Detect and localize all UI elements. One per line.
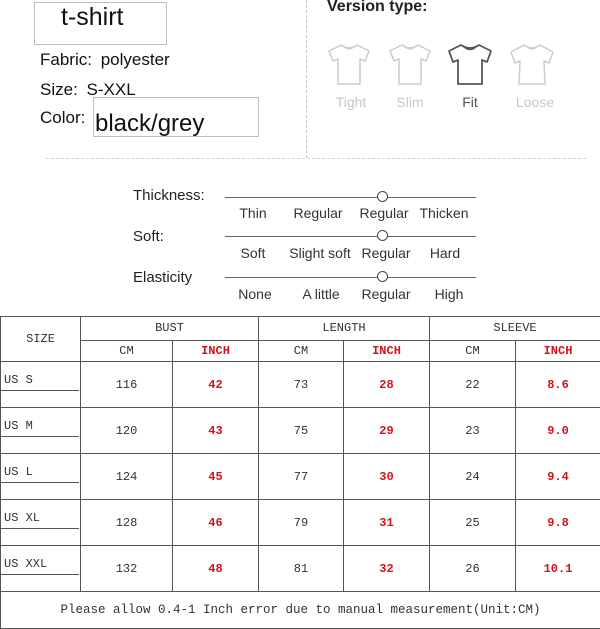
sleeve-inch-cell: 9.4 [516, 454, 600, 500]
bust-inch-cell: 48 [173, 546, 259, 592]
tshirt-slim-icon [387, 40, 433, 88]
sleeve-inch-cell: 9.0 [516, 408, 600, 454]
measurement-note: Please allow 0.4-1 Inch error due to manual measurement(Unit:CM) [1, 592, 600, 629]
bust-inch-header: INCH [173, 340, 259, 361]
version-option-slim: Slim [396, 94, 424, 110]
product-name-box [34, 2, 167, 45]
length-inch-cell: 28 [344, 361, 430, 407]
thickness-label: Thickness: [133, 187, 205, 204]
soft-scale-line [225, 236, 476, 237]
color-value-box [93, 97, 259, 137]
size-cell [1, 408, 81, 454]
sleeve-cm-cell: 25 [430, 500, 516, 546]
size-value: US S [4, 372, 33, 387]
version-title: Version type: [327, 0, 428, 15]
length-cm-cell: 79 [259, 500, 344, 546]
thickness-option-2: Regular [293, 205, 343, 221]
sleeve-cm-cell: 23 [430, 408, 516, 454]
sleeve-inch-cell: 8.6 [516, 361, 600, 407]
bust-cm-cell: 132 [81, 546, 173, 592]
size-chart-table [0, 316, 600, 629]
bust-cm-cell: 116 [81, 361, 173, 407]
length-cm-header: CM [259, 340, 344, 361]
size-cell [1, 361, 81, 407]
table-row [1, 408, 600, 454]
bust-header: BUST [81, 317, 259, 341]
thickness-scale-line [225, 197, 476, 198]
size-value: US L [4, 465, 33, 480]
fabric-info [40, 50, 170, 70]
table-footer-row [1, 592, 600, 629]
sleeve-cm-cell: 24 [430, 454, 516, 500]
length-cm-cell: 81 [259, 546, 344, 592]
length-inch-cell: 30 [344, 454, 430, 500]
elasticity-option-4: High [434, 286, 464, 302]
bust-cm-cell: 120 [81, 408, 173, 454]
color-value: black/grey [95, 110, 205, 137]
soft-option-2: Slight soft [289, 245, 351, 261]
bust-inch-cell: 42 [173, 361, 259, 407]
length-inch-cell: 32 [344, 546, 430, 592]
product-name: t-shirt [61, 3, 124, 31]
bust-cm-cell: 124 [81, 454, 173, 500]
size-cell [1, 546, 81, 592]
table-unit-header-row [1, 340, 600, 361]
horizontal-divider [46, 158, 586, 159]
size-label: Size: [40, 80, 78, 99]
sleeve-inch-cell: 9.8 [516, 500, 600, 546]
length-inch-header: INCH [344, 340, 430, 361]
thickness-option-3: Regular [359, 205, 409, 221]
vertical-divider [306, 0, 307, 158]
elasticity-option-3: Regular [361, 286, 411, 302]
sleeve-cm-header: CM [430, 340, 516, 361]
thickness-marker [377, 191, 388, 202]
tshirt-fit-icon [447, 40, 493, 88]
size-value: US XL [4, 511, 41, 526]
size-cell [1, 454, 81, 500]
thickness-option-1: Thin [239, 205, 267, 221]
sleeve-inch-header: INCH [516, 340, 600, 361]
thickness-option-4: Thicken [419, 205, 469, 221]
size-header: SIZE [1, 317, 81, 362]
tshirt-loose-icon [509, 40, 555, 88]
bust-cm-header: CM [81, 340, 173, 361]
version-option-fit: Fit [462, 94, 478, 110]
table-group-header-row [1, 317, 600, 341]
bust-inch-cell: 46 [173, 500, 259, 546]
length-cm-cell: 75 [259, 408, 344, 454]
length-cm-cell: 77 [259, 454, 344, 500]
soft-option-3: Regular [361, 245, 411, 261]
soft-marker [377, 230, 388, 241]
size-value: US XXL [4, 557, 48, 572]
sleeve-cm-cell: 26 [430, 546, 516, 592]
color-label: Color: [40, 108, 86, 127]
version-option-tight: Tight [335, 94, 367, 110]
table-row [1, 361, 600, 407]
length-cm-cell: 73 [259, 361, 344, 407]
elasticity-label: Elasticity [133, 269, 193, 286]
sleeve-inch-cell: 10.1 [516, 546, 600, 592]
fabric-label: Fabric: [40, 50, 92, 69]
soft-label: Soft: [133, 228, 164, 245]
version-option-loose: Loose [515, 94, 555, 110]
elasticity-marker [377, 271, 388, 282]
length-header: LENGTH [259, 317, 430, 341]
length-inch-cell: 29 [344, 408, 430, 454]
sleeve-cm-cell: 22 [430, 361, 516, 407]
tshirt-tight-icon [326, 40, 372, 88]
elasticity-scale-line [225, 277, 476, 278]
table-row [1, 500, 600, 546]
table-row [1, 546, 600, 592]
length-inch-cell: 31 [344, 500, 430, 546]
bust-inch-cell: 45 [173, 454, 259, 500]
soft-option-4: Hard [429, 245, 461, 261]
elasticity-option-1: None [238, 286, 272, 302]
size-value: US M [4, 419, 33, 434]
size-value: S-XXL [86, 80, 136, 99]
bust-inch-cell: 43 [173, 408, 259, 454]
soft-option-1: Soft [240, 245, 266, 261]
elasticity-option-2: A little [302, 286, 340, 302]
size-cell [1, 500, 81, 546]
sleeve-header: SLEEVE [430, 317, 600, 341]
bust-cm-cell: 128 [81, 500, 173, 546]
fabric-value: polyester [100, 50, 170, 69]
table-row [1, 454, 600, 500]
